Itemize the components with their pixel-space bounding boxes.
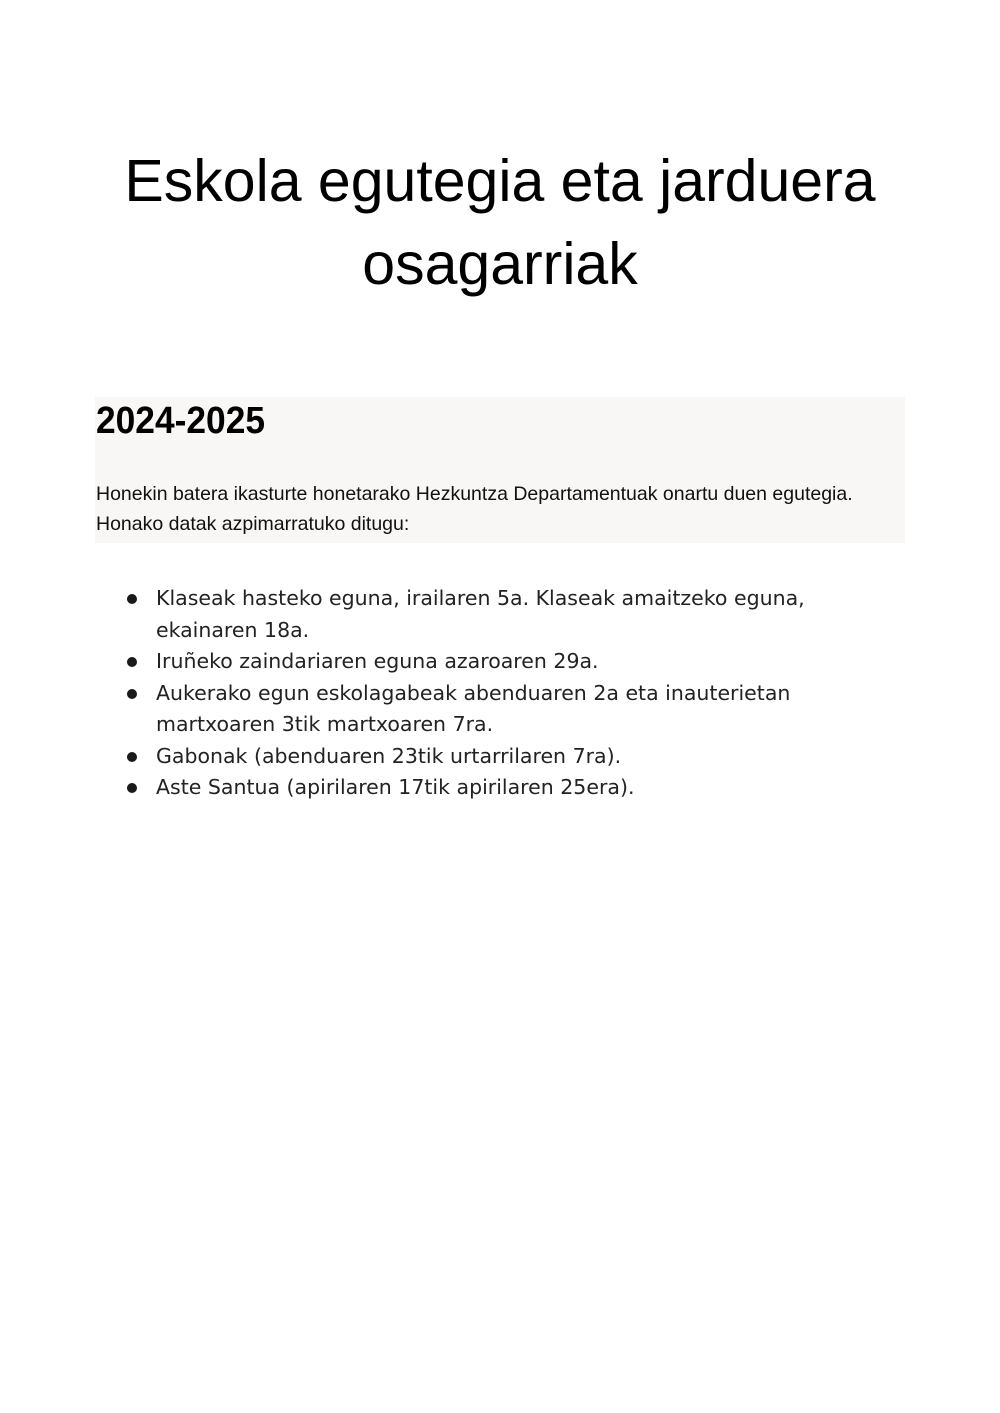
list-item <box>125 583 885 646</box>
list-item <box>125 678 885 741</box>
bullet-icon <box>127 657 137 667</box>
list-item <box>125 646 885 678</box>
list-item <box>125 772 885 804</box>
list-item-text: Iruñeko zaindariaren eguna azaroaren 29a. <box>156 649 599 673</box>
list-item-text: Klaseak hasteko eguna, irailaren 5a. Klaseak amaitzeko eguna, ekainaren 18a. <box>156 586 805 642</box>
list-item-text: Gabonak (abenduaren 23tik urtarrilaren 7ra). <box>156 743 622 768</box>
bullet-icon <box>127 752 137 762</box>
bullet-icon <box>127 783 137 793</box>
bullet-icon <box>127 689 137 699</box>
list-item-text: Aste Santua (apirilaren 17tik apirilaren 25era). <box>156 775 635 799</box>
list-item-text: Aukerako egun eskolagabeak abenduaren 2a eta inauterietan martxoaren 3tik martxoaren 7ra. <box>156 680 791 736</box>
key-dates-list <box>125 583 885 804</box>
list-item <box>125 741 885 773</box>
school-year-heading: 2024-2025 <box>96 400 266 442</box>
bullet-icon <box>127 594 137 604</box>
page-title: Eskola egutegia eta jarduera osagarriak <box>124 148 876 297</box>
intro-paragraph: Honekin batera ikasturte honetarako Hezkuntza Departamentuak onartu duen egutegia. Honako datak azpimarratuko ditugu: <box>96 483 853 535</box>
